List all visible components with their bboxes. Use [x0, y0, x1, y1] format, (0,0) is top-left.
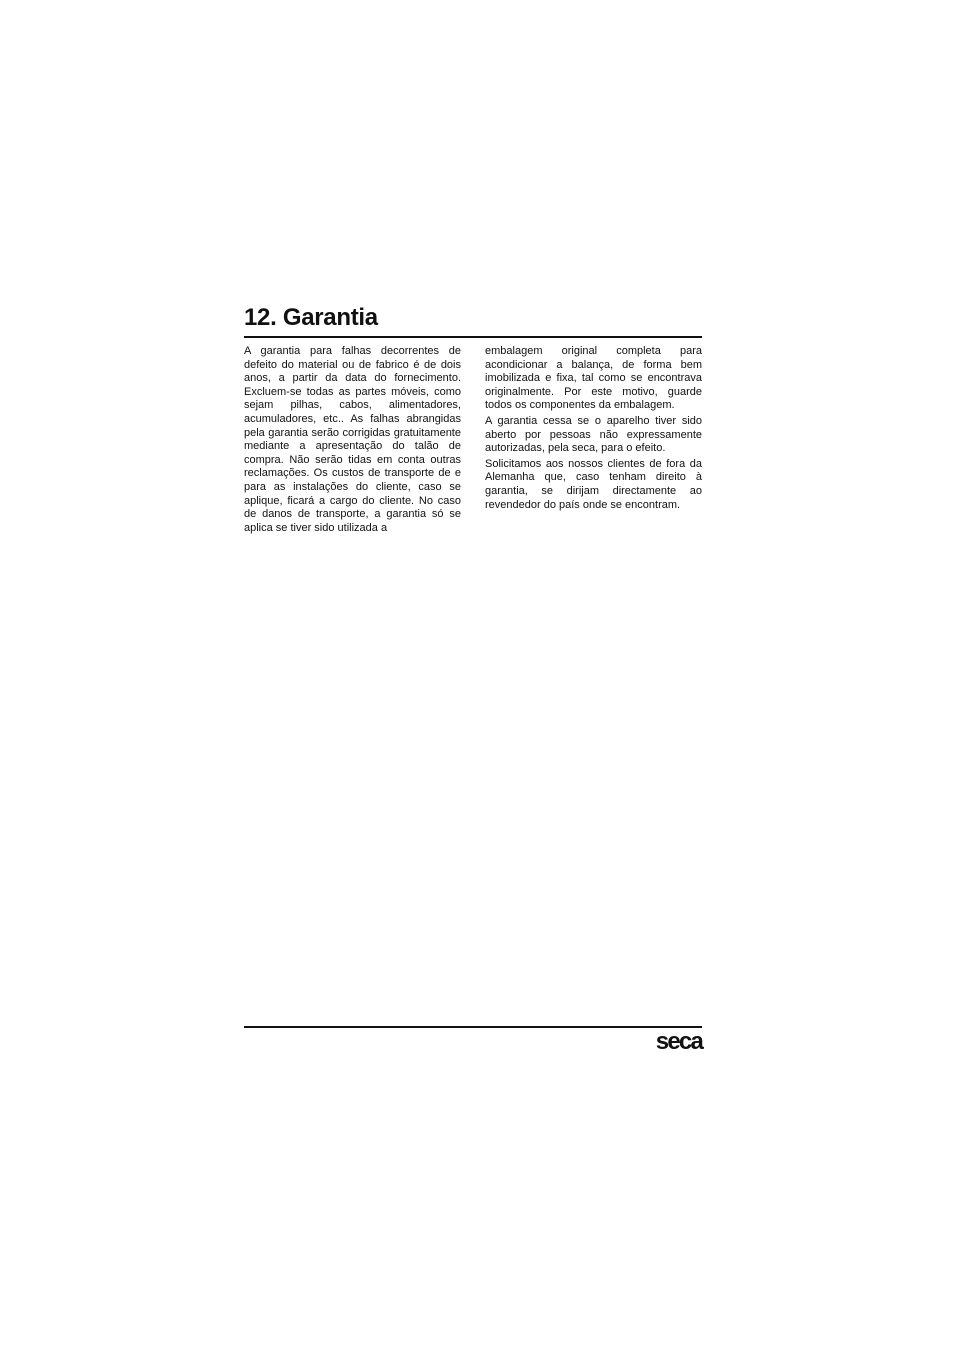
footer-divider: [244, 1026, 702, 1028]
text-column-left: [244, 345, 461, 537]
paragraph-foreign-customers: Solicitamos aos nossos clientes de fora da Alemanha que, caso tenham direito à garantia, se dirijam directamente ao revendedor do país onde se encontram.: [485, 457, 702, 511]
text-column-right: [485, 345, 702, 514]
title-divider: [244, 336, 702, 338]
seca-logo: seca: [655, 1028, 702, 1055]
paragraph-warranty-void: A garantia cessa se o aparelho tiver sido aberto por pessoas não expressamente autorizadas, pela seca, para o efeito.: [485, 414, 702, 455]
section-title: 12. Garantia: [244, 304, 378, 331]
paragraph-warranty-terms: A garantia para falhas decorrentes de defeito do material ou de fabrico é de dois anos, a partir da data do fornecimento. Excluem-se todas as partes móveis, como sejam pilhas, cabos, alimentadores, acumuladores, etc.. As falhas abrangidas pela garantia serão corrigidas gratuitamente mediante a apresentação do talão de compra. Não serão tidas em conta outras reclamações. Os custos de transporte de e para as instalações do cliente, caso se aplique, ficará a cargo do cliente. No caso de danos de transporte, a garantia só se aplica se tiver sido utilizada a: [244, 345, 461, 534]
paragraph-packaging: embalagem original completa para acondicionar a balança, de forma bem imobilizada e fixa, tal como se encontrava originalmente. Por este motivo, guarde todos os componentes da embalagem.: [485, 345, 702, 412]
